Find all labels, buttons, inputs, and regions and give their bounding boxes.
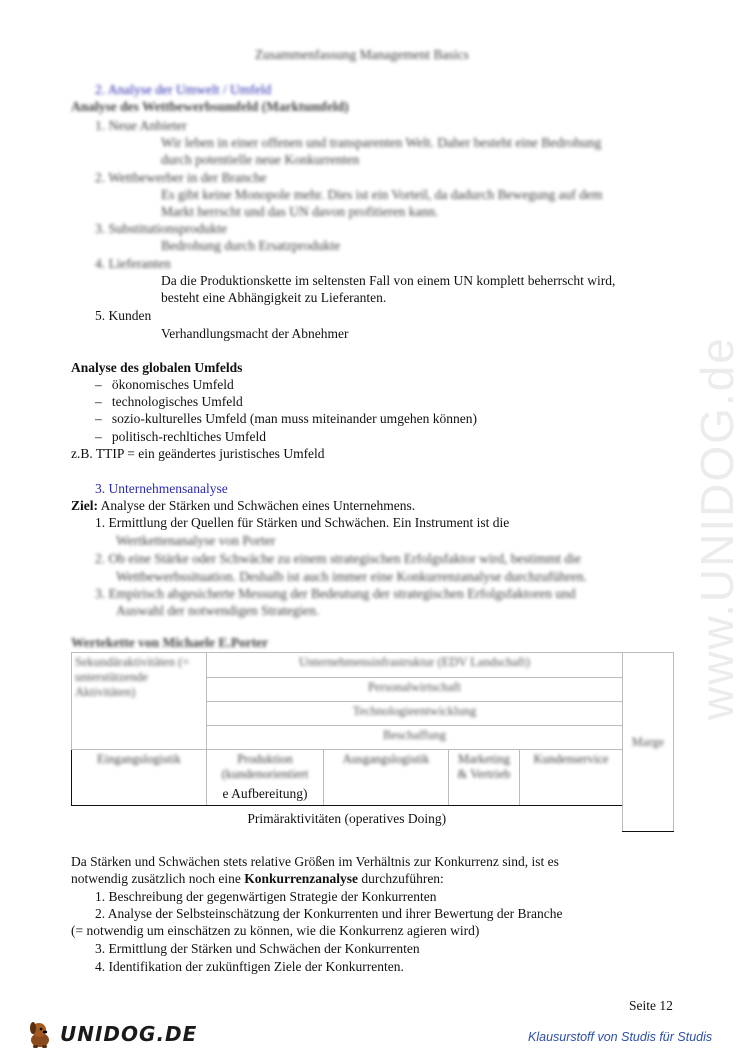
list-item-desc: Bedrohung durch Ersatzprodukte [161, 238, 341, 253]
watermark: www.UNIDOG.de [691, 336, 743, 720]
section-heading: 3. Unternehmensanalyse [95, 481, 228, 496]
list-item: 5. Kunden [95, 308, 152, 323]
list-item: 4. Lieferanten [95, 256, 171, 271]
value-chain-table [71, 652, 674, 832]
list-item: 3. Ermittlung der Stärken und Schwächen der Konkurrenten [95, 941, 420, 956]
list-item-cont: Auswahl der notwendigen Strategien. [116, 603, 320, 618]
list-item: 4. Identifikation der zukünftigen Ziele der Konkurrenten. [95, 959, 404, 974]
primary-label: Primäraktivitäten (operatives Doing) [72, 806, 623, 832]
global-heading: Analyse des globalen Umfelds [71, 360, 243, 375]
list-item-desc: Es gibt keine Monopole mehr. Dies ist ein Vorteil, da dadurch Bewegung auf dem [161, 187, 603, 202]
list-item: 1. Beschreibung der gegenwärtigen Strategie der Konkurrenten [95, 889, 437, 904]
paragraph-line: notwendig zusätzlich noch eine Konkurrenzanalyse durchzuführen: [71, 871, 444, 886]
bullet-item: – technologisches Umfeld [95, 394, 243, 409]
bullet-item: – ökonomisches Umfeld [95, 377, 234, 392]
list-item-desc: durch potentielle neue Konkurrenten [161, 152, 360, 167]
support-activity: Technologieentwicklung [207, 702, 623, 726]
footer-tagline: Klausurstoff von Studis für Studis [528, 1030, 713, 1044]
list-item-desc: Wir leben in einer offenen und transparenten Welt. Daher besteht eine Bedrohung [161, 135, 602, 150]
example-text: z.B. TTIP = ein geändertes juristisches Umfeld [71, 446, 325, 461]
page-header-title: Zusammenfassung Management Basics [255, 47, 469, 62]
list-item-note: (= notwendig um einschätzen zu können, wie die Konkurrenz agieren wird) [71, 923, 480, 938]
list-item: 1. Neue Anbieter [95, 118, 187, 133]
dog-icon [24, 1018, 56, 1050]
bullet-item: – sozio-kulturelles Umfeld (man muss miteinander umgehen können) [95, 411, 478, 426]
primary-activity: Marketing & Vertrieb [449, 750, 520, 806]
list-item: 2. Analyse der Selbsteinschätzung der Konkurrenten und ihrer Bewertung der Branche [95, 906, 563, 921]
secondary-label: Sekundäraktivitäten (= unterstützende Aktivitäten) [72, 653, 207, 750]
list-item: 3. Empirisch abgesicherte Messung der Bedeutung der strategischen Erfolgsfaktoren und [95, 586, 576, 601]
list-item: 2. Wettbewerber in der Branche [95, 170, 267, 185]
primary-activity: Eingangslogistik [72, 750, 207, 806]
page-number: Seite 12 [629, 998, 673, 1013]
subheading: Analyse des Wettbewerbsumfeld (Marktumfeld) [71, 99, 349, 114]
list-item: 1. Ermittlung der Quellen für Stärken und Schwächen. Ein Instrument ist die [95, 515, 510, 530]
primary-activity: Produktion (kundenorientiert e Aufbereitung) [207, 750, 324, 806]
logo-text: UNIDOG.DE [60, 1022, 198, 1046]
unidog-logo [24, 1018, 197, 1050]
goal-line: Ziel: Analyse der Stärken und Schwächen eines Unternehmens. [71, 498, 416, 513]
valuechain-title: Wertekette von Michaele E.Porter [71, 635, 269, 650]
support-activity: Beschaffung [207, 726, 623, 750]
list-item-desc: Da die Produktionskette im seltensten Fall von einem UN komplett beherrscht wird, [161, 273, 616, 288]
list-item: 2. Ob eine Stärke oder Schwäche zu einem strategischen Erfolgsfaktor wird, bestimmt die [95, 551, 581, 566]
list-item-cont: Wertkettenanalyse von Porter [116, 533, 276, 548]
bullet-item: – politisch-rechltiches Umfeld [95, 429, 266, 444]
support-activity: Personalwirtschaft [207, 678, 623, 702]
section-heading: 2. Analyse der Umwelt / Umfeld [95, 82, 272, 97]
paragraph-line: Da Stärken und Schwächen stets relative Größen im Verhältnis zur Konkurrenz sind, ist es [71, 854, 559, 869]
marge-cell: Marge [623, 653, 674, 832]
support-activity: Unternehmensinfrastruktur (EDV Landschaft) [207, 653, 623, 678]
primary-activity: Ausgangslogistik [324, 750, 449, 806]
list-item-desc: Verhandlungsmacht der Abnehmer [161, 326, 349, 341]
list-item-cont: Wettbewerbssituation. Deshalb ist auch immer eine Konkurrenzanalyse durchzuführen. [116, 569, 587, 584]
list-item-desc: besteht eine Abhängigkeit zu Lieferanten. [161, 290, 387, 305]
list-item-desc: Markt herrscht und das UN davon profitieren kann. [161, 204, 439, 219]
primary-activity: Kundenservice [520, 750, 623, 806]
list-item: 3. Substitutionsprodukte [95, 221, 228, 236]
